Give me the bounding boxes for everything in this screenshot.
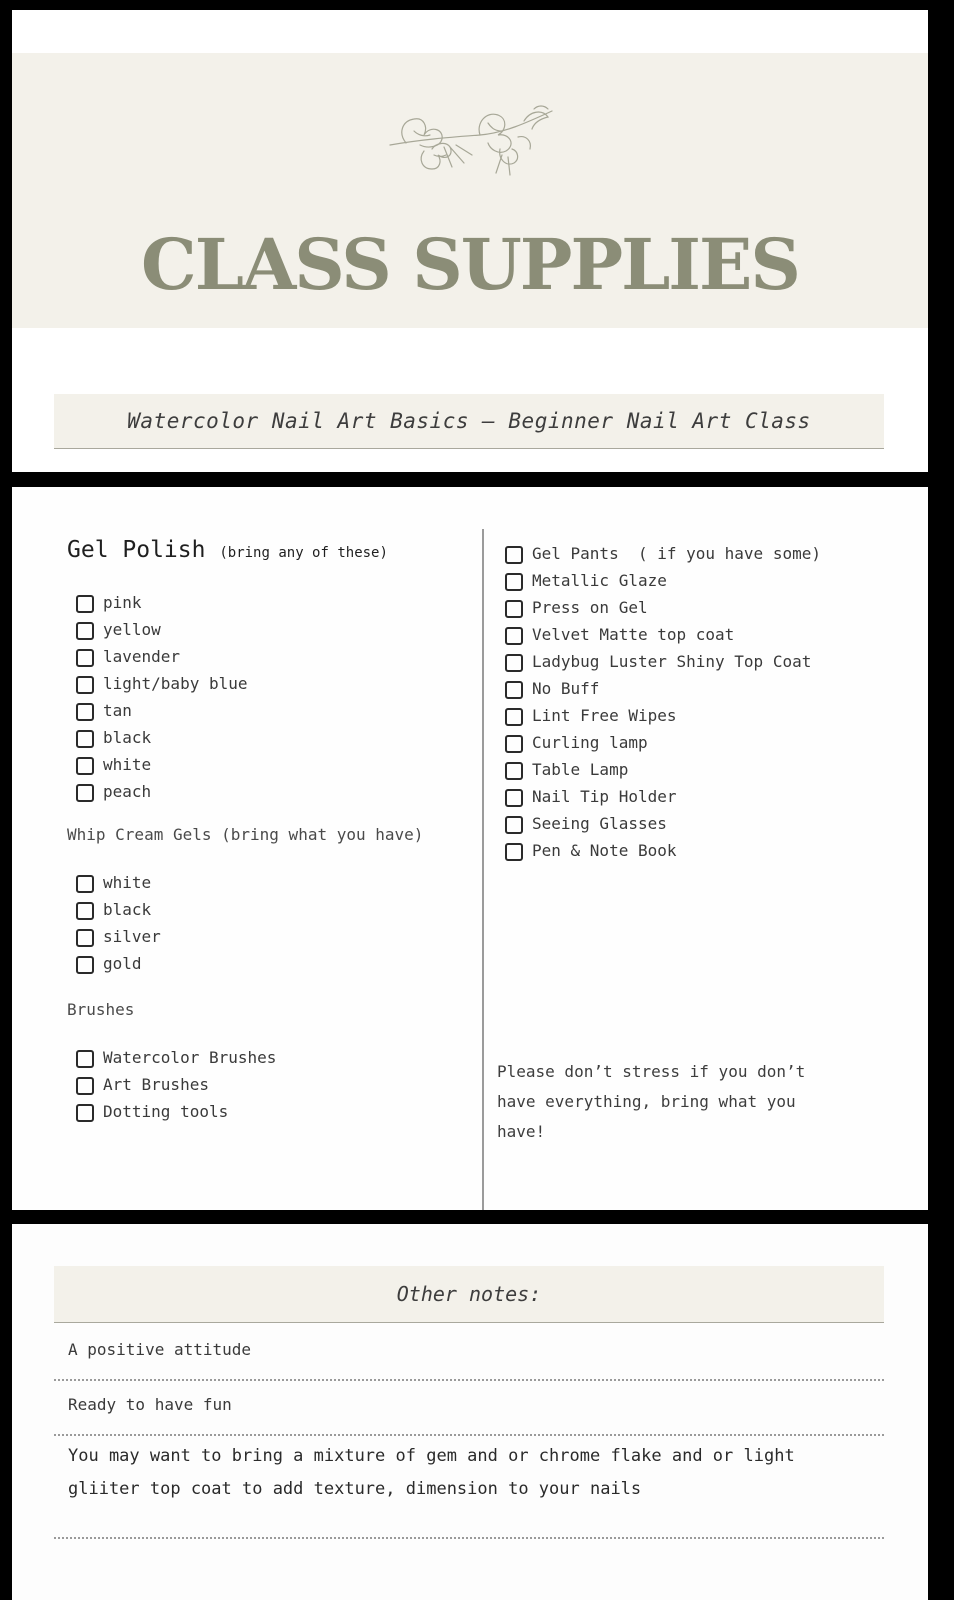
checkbox[interactable] xyxy=(76,902,94,920)
notes-bar xyxy=(54,1266,884,1323)
checklist-label: Seeing Glasses xyxy=(532,814,667,833)
notes-panel xyxy=(12,1224,928,1600)
checkbox[interactable] xyxy=(505,546,523,564)
checklist-label: No Buff xyxy=(532,679,600,698)
checkbox[interactable] xyxy=(76,730,94,748)
brushes-heading: Brushes xyxy=(67,1000,135,1019)
checkbox[interactable] xyxy=(505,762,523,780)
checkbox[interactable] xyxy=(76,1104,94,1122)
checklist-label: white xyxy=(103,755,152,774)
checkbox[interactable] xyxy=(76,622,94,640)
subtitle-bar xyxy=(54,394,884,449)
checklist-label: gold xyxy=(103,954,142,973)
column-divider xyxy=(482,529,484,1210)
checklist-label: Gel Pants ( if you have some) xyxy=(532,544,821,563)
checklist-label: Ladybug Luster Shiny Top Coat xyxy=(532,652,812,671)
checklist-label: Curling lamp xyxy=(532,733,648,752)
note-row xyxy=(54,1324,884,1381)
checklist-label: Dotting tools xyxy=(103,1102,229,1121)
checklist-label: Metallic Glaze xyxy=(532,571,667,590)
checklist-label: yellow xyxy=(103,620,161,639)
checklist-label: lavender xyxy=(103,647,181,666)
checkbox[interactable] xyxy=(76,757,94,775)
checkbox[interactable] xyxy=(76,649,94,667)
floral-sprig-icon xyxy=(384,101,556,183)
checklist-label: black xyxy=(103,728,152,747)
checklist-label: pink xyxy=(103,593,142,612)
class-subtitle: Watercolor Nail Art Basics – Beginner Nail Art Class xyxy=(127,409,811,433)
checkbox[interactable] xyxy=(76,595,94,613)
checkbox[interactable] xyxy=(76,875,94,893)
checklist-label: silver xyxy=(103,927,161,946)
checkbox[interactable] xyxy=(505,627,523,645)
whip-cream-heading: Whip Cream Gels (bring what you have) xyxy=(67,825,424,844)
checkbox[interactable] xyxy=(76,1077,94,1095)
checkbox[interactable] xyxy=(505,735,523,753)
checklist-label: Art Brushes xyxy=(103,1075,209,1094)
checkbox[interactable] xyxy=(76,1050,94,1068)
checkbox[interactable] xyxy=(505,843,523,861)
reassurance-note: Please don’t stress if you don’t have everything, bring what you have! xyxy=(497,1062,806,1141)
checkbox[interactable] xyxy=(505,681,523,699)
checkbox[interactable] xyxy=(505,654,523,672)
checklist-label: black xyxy=(103,900,152,919)
checklist-label: Lint Free Wipes xyxy=(532,706,677,725)
notes-title: Other notes: xyxy=(396,1282,542,1306)
checkbox[interactable] xyxy=(505,573,523,591)
note-rule xyxy=(54,1527,884,1539)
note-row xyxy=(54,1381,884,1436)
checklist-label: Pen & Note Book xyxy=(532,841,677,860)
header-panel xyxy=(12,10,928,472)
checkbox[interactable] xyxy=(76,676,94,694)
checklist-label: Table Lamp xyxy=(532,760,629,779)
supplies-panel xyxy=(12,487,928,1210)
title-banner xyxy=(12,53,928,328)
page-title: CLASS SUPPLIES xyxy=(141,223,799,306)
gel-polish-heading xyxy=(67,537,388,563)
checkbox[interactable] xyxy=(505,816,523,834)
note-text: A positive attitude xyxy=(68,1340,252,1359)
note-text: Ready to have fun xyxy=(68,1395,232,1414)
checklist-label: tan xyxy=(103,701,132,720)
checklist-label: Velvet Matte top coat xyxy=(532,625,735,644)
checklist-label: Nail Tip Holder xyxy=(532,787,677,806)
note-long-text: You may want to bring a mixture of gem and or chrome flake and or light gliiter top coat to add texture, dimension to your nails xyxy=(68,1446,795,1499)
checkbox[interactable] xyxy=(76,703,94,721)
checkbox[interactable] xyxy=(505,708,523,726)
checklist-label: light/baby blue xyxy=(103,674,248,693)
gel-polish-note: (bring any of these) xyxy=(219,545,388,561)
checklist-label: peach xyxy=(103,782,152,801)
checklist-label: Watercolor Brushes xyxy=(103,1048,277,1067)
checkbox[interactable] xyxy=(76,929,94,947)
checkbox[interactable] xyxy=(505,600,523,618)
checkbox[interactable] xyxy=(505,789,523,807)
checklist-label: white xyxy=(103,873,152,892)
checklist-label: Press on Gel xyxy=(532,598,648,617)
checkbox[interactable] xyxy=(76,956,94,974)
gel-polish-title: Gel Polish xyxy=(67,537,206,563)
checkbox[interactable] xyxy=(76,784,94,802)
